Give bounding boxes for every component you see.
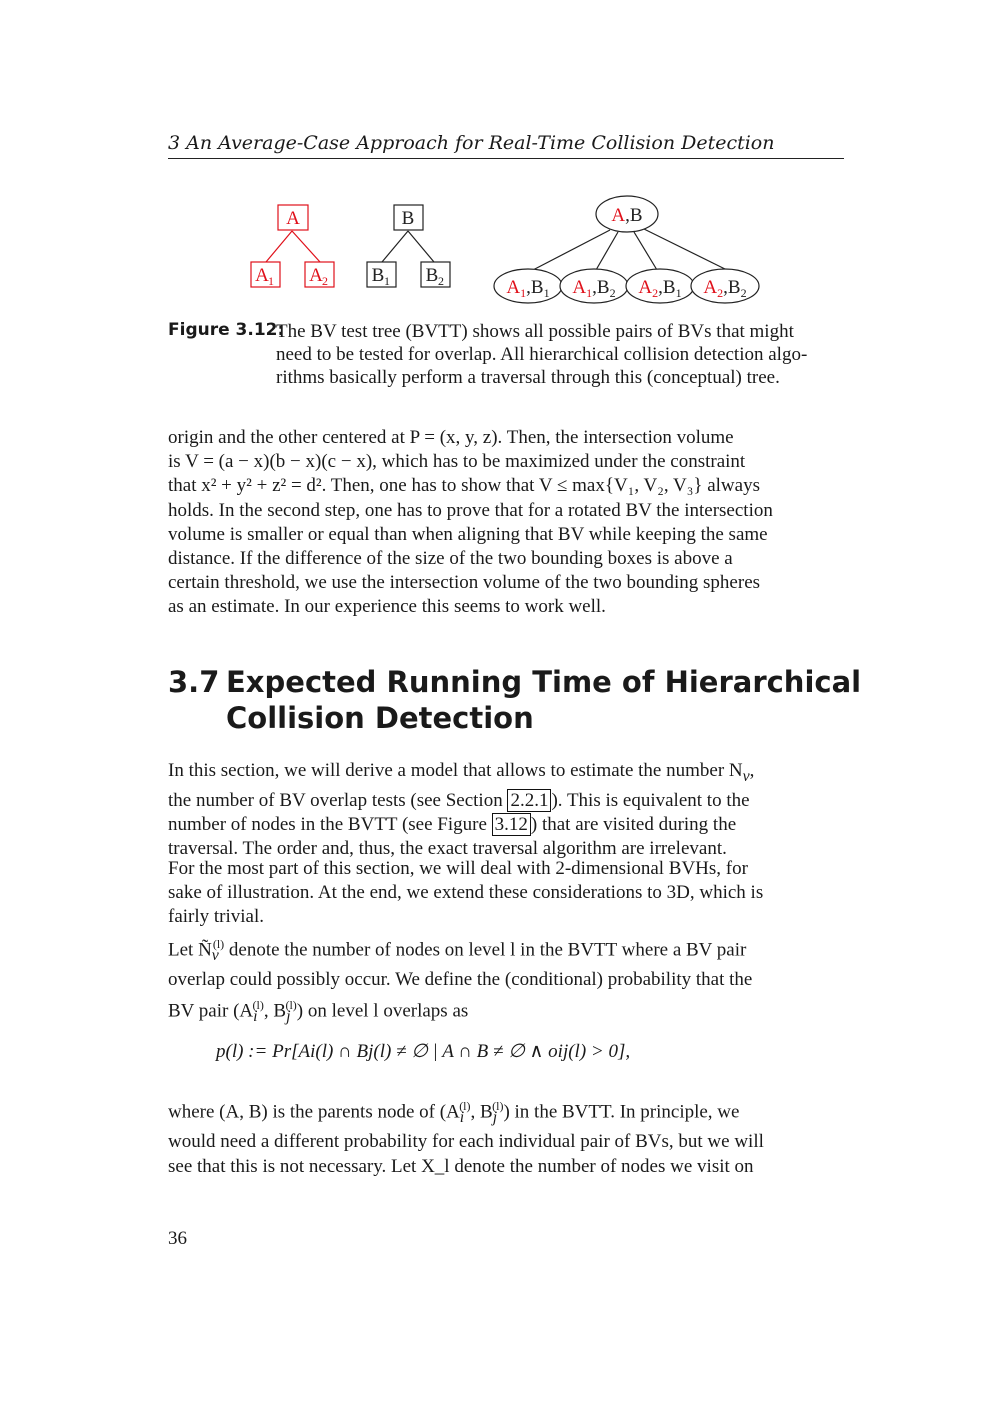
tree-b-child-label: B: [425, 265, 439, 286]
text-line: fairly trivial.: [168, 906, 265, 928]
text-line: origin and the other centered at P = (x, y, z). Then, the intersection volume: [168, 427, 734, 448]
figure-caption: [276, 320, 844, 389]
caption-line: rithms basically perform a traversal through this (conceptual) tree.: [276, 367, 780, 388]
bvtt-edge: [634, 232, 657, 270]
section-title-line: Expected Running Time of Hierarchical: [226, 665, 862, 699]
text-line: would need a different probability for each individual pair of BVs, but we will: [168, 1131, 764, 1153]
section-heading: [168, 664, 861, 736]
body-paragraph: [168, 759, 844, 862]
figure-label: Figure 3.12:: [168, 320, 285, 340]
section-ref-link[interactable]: 2.2.1: [507, 789, 551, 812]
text-line: see that this is not necessary. Let X_l denote the number of nodes we visit on: [168, 1155, 754, 1177]
bvtt-edge: [644, 229, 727, 270]
text-line: where (A, B) is the parents node of ($A_i^{(l)}$, $B_j^{(l)}$) in the BVTT. In principle, we: [168, 1099, 740, 1127]
caption-line: need to be tested for overlap. All hierarchical collision detection algo-: [276, 344, 808, 365]
svg-text:1: 1: [268, 274, 274, 288]
tree-b-edge: [408, 231, 434, 262]
bvtt-child-label: $A_2,B_1$: [638, 277, 682, 300]
body-paragraph: [168, 857, 844, 930]
text-line: that x² + y² + z² = d². Then, one has to show that V ≤ max{V₁, V₂, V₃} always: [168, 475, 760, 497]
bvtt-child-label: $A_2,B_2$: [703, 277, 747, 300]
text-line: as an estimate. In our experience this seems to work well.: [168, 596, 606, 618]
bvtt-edge: [596, 232, 618, 270]
tree-a-child-label: A: [309, 265, 323, 286]
running-header: 3 An Average-Case Approach for Real-Time Collision Detection: [168, 132, 775, 154]
display-equation: p(l) := Pr[Ai(l) ∩ Bj(l) ≠ ∅ | A ∩ B ≠ ∅ ∧ oij(l) > 0],: [216, 1041, 631, 1062]
bvtt-child-label: $A_1,B_1$: [506, 277, 550, 300]
body-paragraph: [168, 932, 844, 1029]
header-rule: [168, 158, 844, 159]
bvtt-edge: [531, 230, 610, 271]
text-line: number of nodes in the BVTT (see Figure 3.12 ) that are visited during the: [168, 814, 737, 836]
body-paragraph: [168, 1094, 844, 1179]
tree-a-child-label: A: [255, 265, 269, 286]
bvtt-figure: [240, 195, 780, 307]
text-line: overlap could possibly occur. We define the (conditional) probability that the: [168, 969, 753, 991]
tree-b-child-label: B: [371, 265, 385, 286]
tree-b-edge: [382, 231, 408, 262]
tree-a-root-label: A: [286, 208, 300, 229]
text-line: In this section, we will derive a model that allows to estimate the number $N_v$,: [168, 760, 755, 785]
text-line: volume is smaller or equal than when aligning that BV while keeping the same: [168, 523, 768, 545]
text-line: certain threshold, we use the intersection volume of the two bounding spheres: [168, 572, 761, 594]
tree-a-edge: [266, 231, 292, 262]
section-title-line: Collision Detection: [226, 701, 534, 735]
text-line: the number of BV overlap tests (see Section 2.2.1 ). This is equivalent to the: [168, 790, 750, 811]
text-line: holds. In the second step, one has to prove that for a rotated BV the intersection: [168, 499, 773, 521]
tree-b-root-label: B: [401, 208, 415, 229]
text-line: traversal. The order and, thus, the exact traversal algorithm are irrelevant.: [168, 838, 727, 860]
svg-text:2: 2: [322, 274, 328, 288]
section-number: 3.7: [168, 665, 220, 699]
text-line: Let $Ñ_v^{(l)}$ denote the number of nodes on level l in the BVTT where a BV pair: [168, 937, 747, 965]
caption-line: The BV test tree (BVTT) shows all possible pairs of BVs that might: [276, 321, 794, 342]
bvtt-child-label: $A_1,B_2$: [572, 277, 616, 300]
figure-ref-link[interactable]: 3.12: [492, 813, 531, 836]
text-line: distance. If the difference of the size of the two bounding boxes is above a: [168, 548, 733, 570]
svg-text:2: 2: [438, 274, 444, 288]
bvtt-root-label: A,B: [611, 205, 643, 226]
body-paragraph: [168, 426, 844, 620]
text-line: is V = (a − x)(b − x)(c − x), which has to be maximized under the constraint: [168, 451, 746, 473]
text-line: For the most part of this section, we will deal with 2-dimensional BVHs, for: [168, 858, 748, 879]
tree-a-edge: [292, 231, 320, 262]
text-line: BV pair ($A_i^{(l)}$, $B_j^{(l)}$) on level l overlaps as: [168, 997, 469, 1025]
text-line: sake of illustration. At the end, we extend these considerations to 3D, which is: [168, 882, 764, 904]
page-number: 36: [168, 1228, 187, 1249]
svg-text:1: 1: [384, 274, 390, 288]
